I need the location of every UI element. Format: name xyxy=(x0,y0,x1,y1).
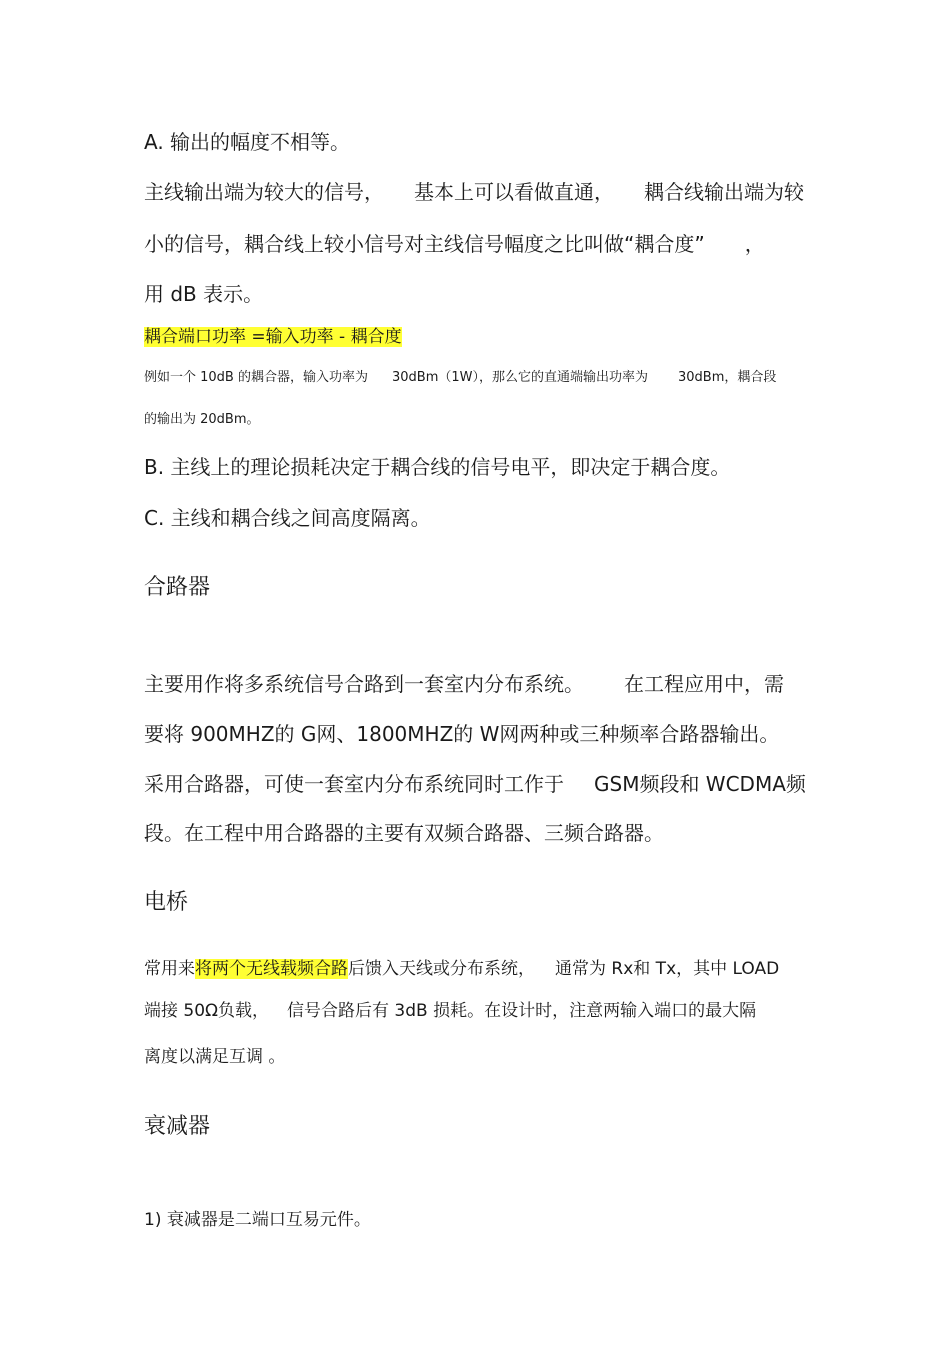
paragraph-coupler-line-2 xyxy=(144,230,765,258)
highlighted-formula: 耦合端口功率 =输入功率 - 耦合度 xyxy=(144,327,402,347)
text: 耦合线输出端为较 xyxy=(644,180,804,204)
text: 常用来 xyxy=(144,959,195,979)
text: 基本上可以看做直通， xyxy=(414,180,614,204)
list-item-1: 1) 衰减器是二端口互易元件。 xyxy=(144,1210,371,1230)
paragraph-combiner-line-3 xyxy=(144,770,806,798)
example-line-1 xyxy=(144,369,776,387)
text: GSM频段和 WCDMA频 xyxy=(594,772,806,796)
item-b: B. 主线上的理论损耗决定于耦合线的信号电平，即决定于耦合度。 xyxy=(144,455,731,479)
paragraph-bridge-line-2 xyxy=(144,999,756,1023)
paragraph-combiner-line-2: 要将 900MHZ的 G网、1800MHZ的 W网两种或三种频率合路器输出。 xyxy=(144,722,780,746)
paragraph-coupler-line-1 xyxy=(144,178,804,206)
paragraph-coupler-line-3: 用 dB 表示。 xyxy=(144,282,264,306)
item-c: C. 主线和耦合线之间高度隔离。 xyxy=(144,506,431,530)
text: ， xyxy=(744,232,765,256)
section-heading-bridge: 电桥 xyxy=(144,890,189,915)
text: 信号合路后有 3dB 损耗。在设计时，注意两输入端口的最大隔 xyxy=(287,1001,757,1021)
example-line-2: 的输出为 20dBm。 xyxy=(144,412,260,427)
paragraph-combiner-line-4: 段。在工程中用合路器的主要有双频合路器、三频合路器。 xyxy=(144,821,664,845)
paragraph-bridge-line-3: 离度以满足互调 。 xyxy=(144,1047,286,1067)
text: 小的信号，耦合线上较小信号对主线信号幅度之比叫做“耦合度” xyxy=(144,232,705,256)
text: 端接 50Ω负载， xyxy=(144,1001,270,1021)
highlighted-phrase: 将两个无线载频合路 xyxy=(195,959,348,979)
item-a: A. 输出的幅度不相等。 xyxy=(144,130,351,154)
section-heading-combiner: 合路器 xyxy=(144,575,211,600)
text: 主线输出端为较大的信号， xyxy=(144,180,384,204)
text: 30dBm，耦合段 xyxy=(678,370,777,385)
section-heading-attenuator: 衰减器 xyxy=(144,1114,211,1139)
text: 采用合路器，可使一套室内分布系统同时工作于 xyxy=(144,772,564,796)
text: 在工程应用中，需 xyxy=(624,672,784,696)
text: 30dBm（1W），那么它的直通端输出功率为 xyxy=(391,370,648,385)
text: 例如一个 10dB 的耦合器，输入功率为 xyxy=(144,370,368,385)
paragraph-bridge-line-1 xyxy=(144,957,779,981)
paragraph-combiner-line-1 xyxy=(144,670,784,698)
text: 通常为 Rx和 Tx，其中 LOAD xyxy=(555,959,780,979)
formula-highlight xyxy=(144,325,402,349)
text: 主要用作将多系统信号合路到一套室内分布系统。 xyxy=(144,672,584,696)
text: 后馈入天线或分布系统， xyxy=(348,959,535,979)
